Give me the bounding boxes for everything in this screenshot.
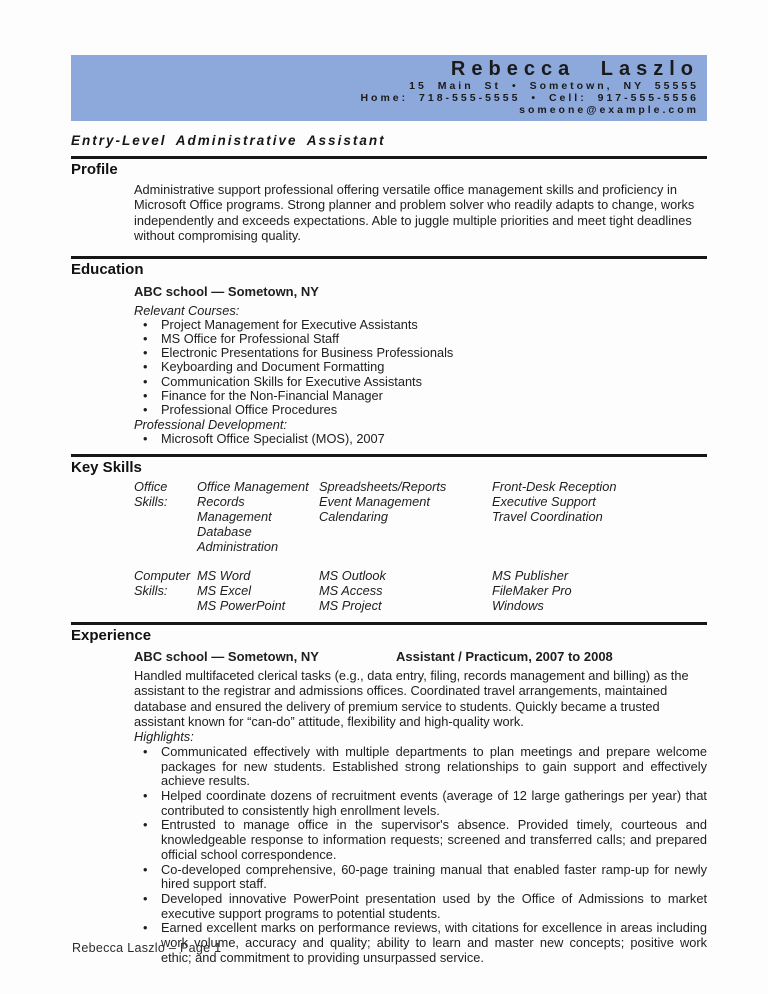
highlight-item: • Developed innovative PowerPoint presentation used by the Office of Admissions to market executive support programs to potential students. [134,892,707,921]
course-item: • MS Office for Professional Staff [134,332,707,346]
skill-item: Records Management [197,494,272,524]
highlight-item: • Communicated effectively with multiple departments to plan meetings and prepare welcome packages for new students. Established strong relationships to gain support and effectively achieve results. [134,745,707,789]
skill-item: MS Publisher [492,568,569,584]
phone-line: Home: 718-555-5555 • Cell: 917-555-5556 [360,92,699,104]
highlight-item: • Entrusted to manage office in the supervisor's absence. Provided timely, courteous and knowledgeable response to information requests; screened and transferred calls; and prepared official school correspondence. [134,818,707,862]
skill-item: MS Word [197,568,251,584]
professional-development-list [134,432,707,446]
computer-skills-col-2 [319,569,492,613]
page-footer: Rebecca Laszlo – Page 1 [72,941,222,955]
computer-skills-row [134,569,707,613]
resume-content [71,0,707,973]
skill-item: Executive Support [492,494,596,510]
skill-item: Office Management [197,479,309,495]
skill-item: Event Management [319,494,430,510]
office-skills-row [134,480,707,554]
office-skills-label: Office Skills: [134,479,168,510]
candidate-name: Rebecca Laszlo [450,58,699,80]
experience-role-dates: Assistant / Practicum, 2007 to 2008 [396,648,613,664]
education-section-title: Education [71,260,144,278]
experience-title-row [134,649,707,665]
course-item: • Communication Skills for Executive Assistants [134,375,707,389]
skill-item: Travel Coordination [492,508,603,524]
skill-item: MS Outlook [319,568,386,584]
highlight-item: • Earned excellent marks on performance reviews, with citations for excellence in areas including work volume, accuracy and quality; ability to learn and master new concepts; positive work ethic; and commitment to providing unsurpassed service. [134,921,707,965]
job-headline: Entry-Level Administrative Assistant [71,133,386,148]
section-profile [71,156,707,256]
highlight-item: • Helped coordinate dozens of recruitment events (average of 12 large gatherings per year) that contributed to consistently high enrollment levels. [134,789,707,818]
course-item: • Electronic Presentations for Business Professionals [134,346,707,360]
computer-skills-col-1 [197,569,319,613]
key-skills-section-title: Key Skills [71,459,142,477]
section-experience [71,622,707,974]
highlight-item: • Co-developed comprehensive, 60-page training manual that enabled faster ramp-up for newly hired support staff. [134,863,707,892]
skill-item: FileMaker Pro [492,583,572,599]
course-item: • Professional Office Procedures [134,403,707,417]
computer-skills-col-3 [492,569,707,613]
address-line: 15 Main St • Sometown, NY 55555 [409,80,699,92]
relevant-courses-label: Relevant Courses: [134,302,240,318]
education-school: ABC school — Sometown, NY [134,283,319,299]
skill-item: Spreadsheets/Reports [319,479,447,495]
section-key-skills [71,454,707,621]
relevant-courses-list [134,318,707,417]
skill-item: Calendaring [319,508,389,524]
skill-item: MS Access [319,583,383,599]
skill-item: Front-Desk Reception [492,479,617,495]
professional-development-label: Professional Development: [134,416,287,432]
experience-summary: Handled multifaceted clerical tasks (e.g., data entry, filing, records management and billing) as the assistant to the registrar and admissions offices. Coordinated travel arrangements, maintained database and ensured the delivery of premium service to students. Quickly became a trusted assistant known for “can-do” attitude, flexibility and high-quality work. [134,667,689,729]
headline-spacer [71,149,707,156]
experience-employer: ABC school — Sometown, NY [134,648,319,664]
profile-summary: Administrative support professional offering versatile office management skills and proficiency in Microsoft Office programs. Strong planner and problem solver who readily adapts to change, works independently and exceeds expectations. Able to juggle multiple priorities and meet tight deadlines without compromising quality. [134,182,695,244]
skill-item: MS Project [319,597,382,613]
profile-section-title: Profile [71,161,118,178]
computer-skills-label: Computer Skills: [134,568,191,599]
email-line: someone@example.com [519,104,699,116]
office-skills-col-2 [319,480,492,554]
skill-item: Windows [492,597,544,613]
course-item: • Finance for the Non-Financial Manager [134,389,707,403]
header-band [71,55,707,121]
development-item: • Microsoft Office Specialist (MOS), 2007 [134,432,707,446]
office-skills-col-1 [197,480,319,554]
skill-item: MS Excel [197,583,252,599]
office-skills-col-3 [492,480,707,554]
experience-section-title: Experience [71,626,152,644]
highlights-label: Highlights: [134,729,194,745]
course-item: • Keyboarding and Document Formatting [134,360,707,374]
skill-item: Database Administration [197,523,279,554]
skill-item: MS PowerPoint [197,597,286,613]
section-education [71,256,707,455]
course-item: • Project Management for Executive Assistants [134,318,707,332]
highlights-list [134,745,707,966]
